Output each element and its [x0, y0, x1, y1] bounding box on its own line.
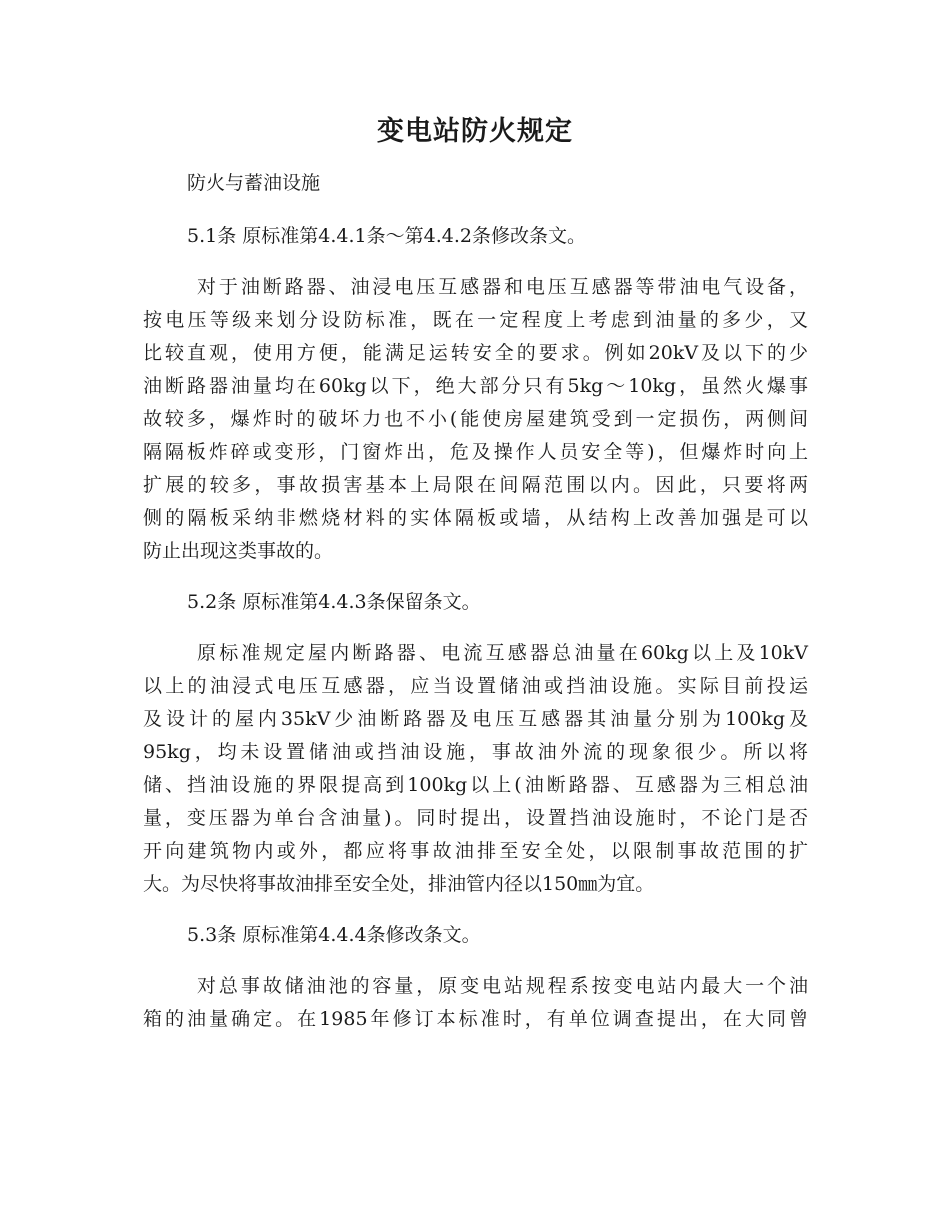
- paragraph-line: 扩展的较多，事故损害基本上局限在间隔范围以内。因此，只要将两: [143, 474, 808, 496]
- paragraph-line: 隔隔板炸碎或变形，门窗炸出，危及操作人员安全等)，但爆炸时向上: [143, 441, 808, 463]
- paragraph-line: 以上的油浸式电压互感器，应当设置储油或挡油设施。实际目前投运: [143, 675, 808, 697]
- paragraph-line: 量，变压器为单台含油量)。同时提出，设置挡油设施时，不论门是否: [143, 807, 808, 829]
- paragraph-line: 侧的隔板采纳非燃烧材料的实体隔板或墙，从结构上改善加强是可以: [143, 507, 808, 529]
- section-heading: 防火与蓄油设施: [187, 172, 321, 194]
- paragraph-line: 防止出现这类事故的。: [143, 540, 334, 562]
- paragraph-line: 大。为尽快将事故油排至安全处，排油管内径以150㎜为宜。: [143, 873, 655, 895]
- clause-heading-5-2: 5.2条 原标准第4.4.3条保留条文。: [187, 591, 481, 613]
- paragraph-line: 比较直观，使用方便，能满足运转安全的要求。例如20kV及以下的少: [143, 342, 808, 364]
- paragraph-line: 故较多，爆炸时的破坏力也不小(能使房屋建筑受到一定损伤，两侧间: [143, 408, 808, 430]
- paragraph-line: 95kg，均未设置储油或挡油设施，事故油外流的现象很少。所以将: [143, 741, 808, 763]
- paragraph-line: 箱的油量确定。在1985年修订本标准时，有单位调查提出，在大同曾: [143, 1008, 808, 1030]
- clause-heading-5-1: 5.1条 原标准第4.4.1条～第4.4.2条修改条文。: [187, 225, 586, 247]
- paragraph-line: 油断路器油量均在60kg以下，绝大部分只有5kg～10kg，虽然火爆事: [143, 375, 808, 397]
- paragraph-line: 原标准规定屋内断路器、电流互感器总油量在60kg以上及10kV: [197, 642, 808, 664]
- paragraph-line: 对总事故储油池的容量，原变电站规程系按变电站内最大一个油: [197, 975, 808, 997]
- paragraph-line: 储、挡油设施的界限提高到100kg以上(油断路器、互感器为三相总油: [143, 774, 808, 796]
- document-title: 变电站防火规定: [377, 116, 573, 147]
- paragraph-line: 按电压等级来划分设防标准，既在一定程度上考虑到油量的多少，又: [143, 309, 808, 331]
- clause-heading-5-3: 5.3条 原标准第4.4.4条修改条文。: [187, 924, 481, 946]
- paragraph-line: 对于油断路器、油浸电压互感器和电压互感器等带油电气设备，: [197, 276, 808, 298]
- paragraph-line: 及设计的屋内35kV少油断路器及电压互感器其油量分别为100kg及: [143, 708, 808, 730]
- paragraph-line: 开向建筑物内或外，都应将事故油排至安全处，以限制事故范围的扩: [143, 840, 808, 862]
